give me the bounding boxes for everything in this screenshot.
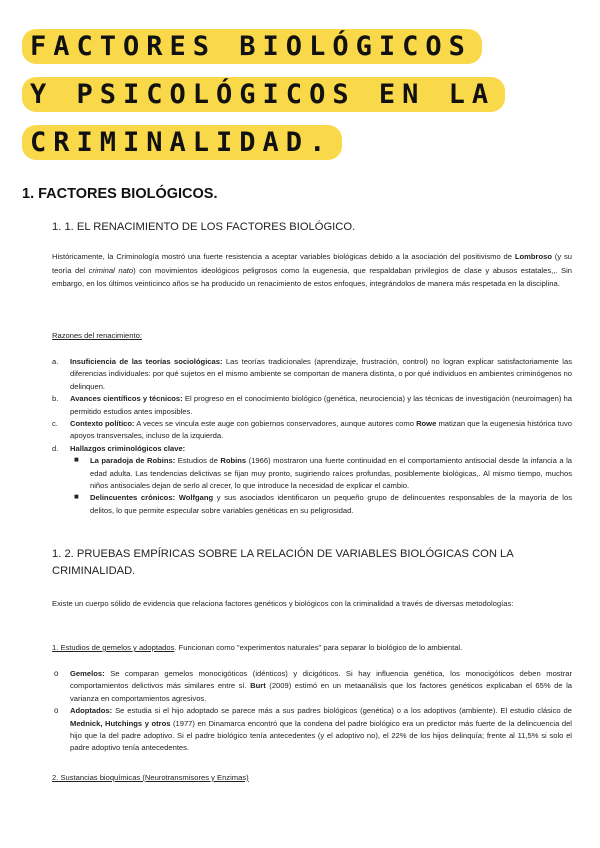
- sustancias-heading: 2. Sustancias bioquímicas (Neurotransmisores y Enzimas): [52, 773, 249, 782]
- section-heading: 1. FACTORES BIOLÓGICOS.: [22, 186, 218, 202]
- list-item: o Adoptados: Se estudia si el hijo adoptado se parece más a sus padres biológicos (genética) o a los adoptivos (ambiente). El estudio clásico de Mednick, Hutchings y otros (1977) en Dinamarca encontró que la condena del padre biológico era un predictor más fuerte de la delincuencia del hijo que la del padre adoptivo. Si el padre biológico tenía antecedentes (y el adoptivo no), el 22% de los hijos delinquía; frente al 11,5% si solo el padre adoptivo tenía antecedentes.: [54, 706, 572, 753]
- list-subitem: ■ Delincuentes crónicos: Wolfgang y sus asociados identificaron un pequeño grupo de delincuentes responsables de la mayoría de los delitos, lo que permite especular sobre variables genéticas en su peligrosidad.: [74, 492, 572, 515]
- title-text: FACTORES BIOLÓGICOS: [22, 29, 482, 64]
- subsection-heading-1: 1. 1. EL RENACIMIENTO DE LOS FACTORES BIOLÓGICO.: [52, 221, 356, 233]
- title-line-3: [22, 126, 342, 160]
- list-item: a. Insuficiencia de las teorías sociológicas: Las teorías tradicionales (aprendizaje, frustración, control) no logran explicar satisfactoriamente las diferencias individuales: por qué sujetos en el mismo ambiente se comportan de manera distinta, o por qué individuos en ambientes criminógenos no delinquen.: [52, 357, 572, 391]
- estudios-heading: 1. Estudios de gemelos y adoptados. Funcionan como "experimentos naturales" para separar lo biológico de lo ambiental.: [52, 643, 463, 652]
- title-text: Y PSICOLÓGICOS EN LA: [22, 77, 505, 112]
- list-item: b. Avances científicos y técnicos: El progreso en el conocimiento biológico (genética, neurociencia) y las técnicas de investigación (neuroimagen) ha permitido estudios antes imposibles.: [52, 394, 572, 416]
- list-item: d. Hallazgos criminológicos clave:: [52, 443, 186, 453]
- list-item: o Gemelos: Se comparan gemelos monocigóticos (idénticos) y dicigóticos. Si hay influencia genética, los monocigóticos deben mostrar comportamientos delictivos más similares entre sí. Burt (2009) estimó en un metaanálisis que los factores genéticos explicaban el 65% de la varianza en comportamientos agresivos.: [54, 669, 573, 703]
- title-text: CRIMINALIDAD.: [22, 125, 342, 160]
- title-line-2: [22, 78, 505, 112]
- sub2-intro-paragraph: Existe un cuerpo sólido de evidencia que relaciona factores genéticos y biológicos con la criminalidad a través de diversas metodologías:: [52, 599, 514, 608]
- title-line-1: [22, 30, 482, 64]
- list-subitem: ■ La paradoja de Robins: Estudios de Robins (1966) mostraron una fuerte continuidad en el comportamiento antisocial desde la infancia a la edad adulta. Las tendencias delictivas se fijan muy pronto, sugiriendo raíces profundas, posiblemente biológicas,. Al mismo tiempo, muchos niños antisociales dejan de serlo al crecer, lo que introduce la necesidad de explicar el cambio.: [74, 455, 572, 491]
- intro-paragraph: Históricamente, la Criminología mostró una fuerte resistencia a aceptar variables biológicas debido a la asociación del positivismo de Lombroso (y su teoría del criminal nato) con movimientos ideológicos peligrosos como la eugenesia, que respaldaban privilegios de clase y abusos estatales,,. Sin embargo, en los últimos veinticinco años se ha producido un renacimiento de estos enfoques, integrándolos de manera más respetada en la disciplina.: [52, 252, 572, 289]
- razones-list: [52, 356, 572, 517]
- list-item: c. Contexto político: A veces se vincula este auge con gobiernos conservadores, aunque autores como Rowe matizan que la eugenesia histórica tuvo apoyos transversales, incluso de la izquierda.: [52, 419, 572, 441]
- subsection-heading-2: 1. 2. PRUEBAS EMPÍRICAS SOBRE LA RELACIÓN DE VARIABLES BIOLÓGICAS CON LA CRIMINALIDAD.: [52, 548, 514, 577]
- estudios-list: [52, 668, 572, 755]
- razones-label: Razones del renacimiento:: [52, 331, 142, 340]
